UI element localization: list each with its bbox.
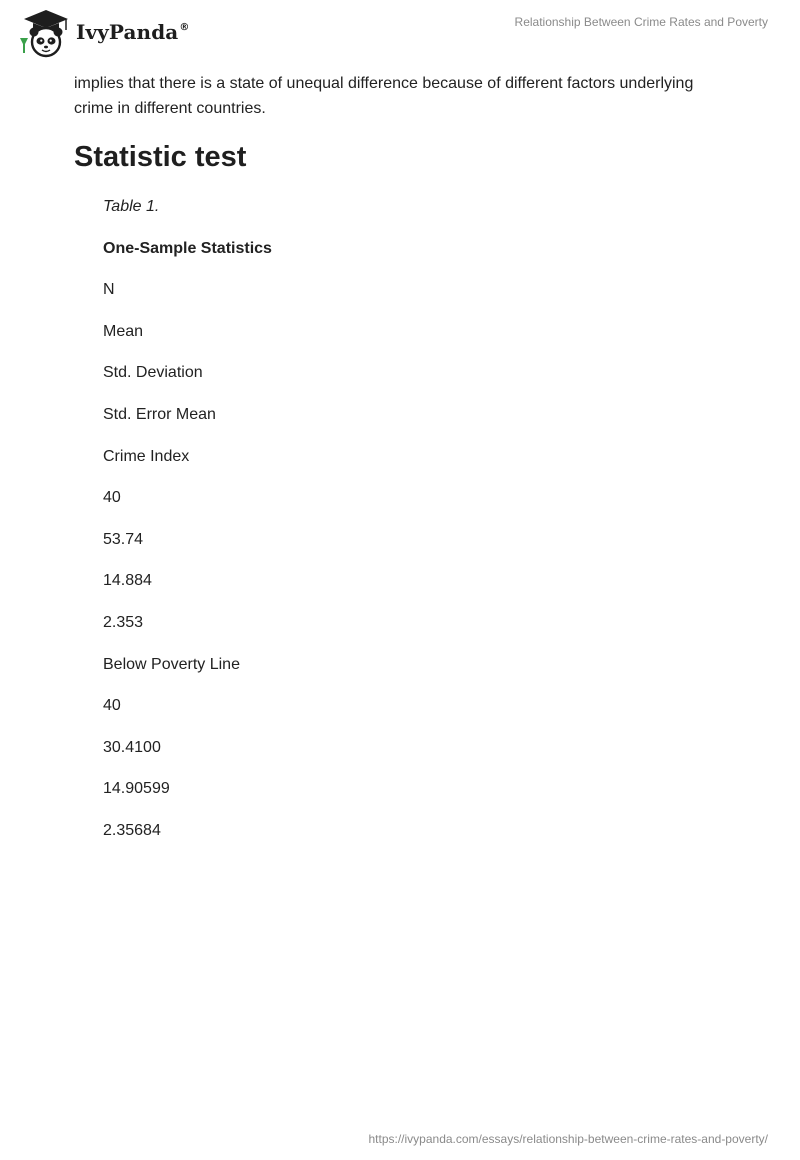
section-heading: Statistic test [74,141,247,173]
row-label-crime-index: Crime Index [103,447,190,465]
table-cell: 30.4100 [103,738,161,756]
page-header [0,0,800,64]
brand-name: IvyPanda® [76,20,190,44]
table-cell: 14.90599 [103,780,170,798]
registered-mark: ® [179,22,190,33]
column-header-std-error-mean: Std. Error Mean [103,405,216,423]
column-header-n: N [103,281,115,299]
table-title: One-Sample Statistics [103,239,272,257]
table-cell: 40 [103,697,121,715]
footer-source-url[interactable]: https://ivypanda.com/essays/relationship-between-crime-rates-and-poverty/ [368,1132,768,1146]
table-cell: 2.353 [103,613,144,631]
table-cell: 2.35684 [103,821,161,839]
table-caption: Table 1. [103,198,160,215]
table-cell: 40 [103,489,121,507]
body-paragraph: implies that there is a state of unequal difference because of different factors underlying crime in different countries. [74,75,694,117]
column-header-std-deviation: Std. Deviation [103,364,203,382]
row-label-below-poverty-line: Below Poverty Line [103,655,240,673]
running-title: Relationship Between Crime Rates and Poverty [514,15,768,29]
statistics-table [103,197,734,841]
column-header-mean: Mean [103,322,144,340]
table-cell: 53.74 [103,530,144,548]
panda-graduate-icon [14,8,74,58]
table-cell: 14.884 [103,572,152,590]
document-body [74,72,734,863]
ivypanda-logo[interactable] [14,8,189,58]
